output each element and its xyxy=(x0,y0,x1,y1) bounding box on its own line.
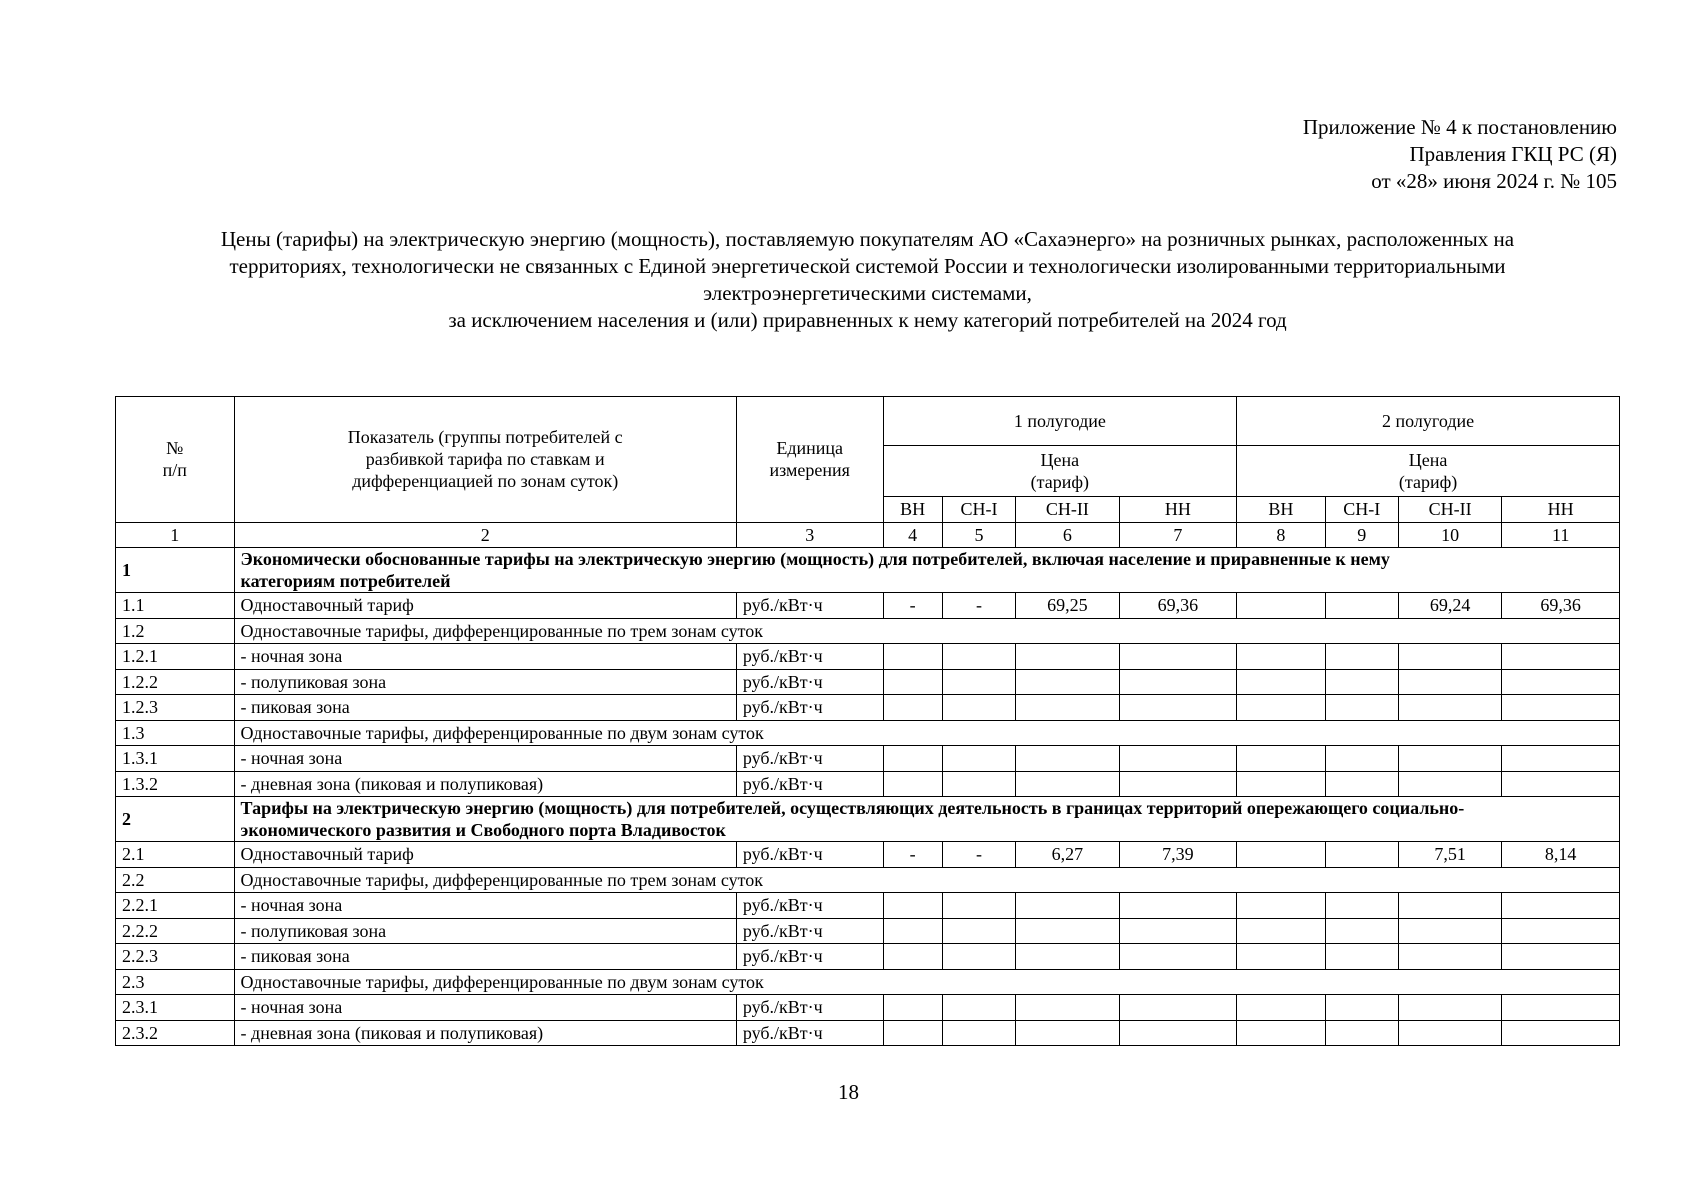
column-number: 10 xyxy=(1398,522,1501,548)
tariff-value xyxy=(1325,695,1398,721)
tariffs-table xyxy=(115,396,1620,1046)
table-row xyxy=(116,1020,1620,1046)
row-label: - дневная зона (пиковая и полупиковая) xyxy=(234,1020,736,1046)
tariff-value xyxy=(1398,918,1501,944)
tariff-value xyxy=(942,746,1015,772)
row-unit: руб./кВт·ч xyxy=(736,593,883,619)
tariff-value xyxy=(1325,771,1398,797)
tariff-value xyxy=(1502,695,1620,721)
tariff-value xyxy=(942,995,1015,1021)
document-title xyxy=(105,226,1630,334)
tariff-value xyxy=(1398,1020,1501,1046)
tariff-value xyxy=(1016,1020,1119,1046)
tariff-value xyxy=(1325,893,1398,919)
header-price-half1 xyxy=(883,446,1237,497)
tariff-value xyxy=(1119,695,1237,721)
table-row xyxy=(116,893,1620,919)
page-number: 18 xyxy=(838,1080,859,1104)
tariff-value xyxy=(1237,695,1325,721)
tariff-value xyxy=(883,746,942,772)
tariff-value xyxy=(1398,695,1501,721)
row-unit: руб./кВт·ч xyxy=(736,746,883,772)
tariff-value xyxy=(1119,893,1237,919)
row-unit: руб./кВт·ч xyxy=(736,1020,883,1046)
tariff-value xyxy=(942,695,1015,721)
table-row xyxy=(116,618,1620,644)
header-price-label: (тариф) xyxy=(1398,472,1458,492)
section-title xyxy=(234,797,1619,842)
tariff-value xyxy=(1237,944,1325,970)
tariff-value xyxy=(1016,918,1119,944)
tariff-value xyxy=(1119,771,1237,797)
tariff-value xyxy=(1325,842,1398,868)
tariff-value xyxy=(1398,746,1501,772)
tariff-value xyxy=(1119,944,1237,970)
title-line: электроэнергетическими системами, xyxy=(703,281,1032,305)
column-number: 6 xyxy=(1016,522,1119,548)
tariff-value xyxy=(1325,669,1398,695)
tariff-value xyxy=(942,893,1015,919)
row-unit: руб./кВт·ч xyxy=(736,918,883,944)
appendix-line: от «28» июня 2024 г. № 105 xyxy=(1371,169,1617,193)
tariff-value: 7,51 xyxy=(1398,842,1501,868)
tariff-value xyxy=(1119,995,1237,1021)
tariff-value xyxy=(883,918,942,944)
table-row xyxy=(116,771,1620,797)
appendix-reference xyxy=(1303,114,1617,195)
section-title-line: Экономически обоснованные тарифы на электрическую энергию (мощность) для потребителей, включая население и приравненные к нему xyxy=(240,549,1390,569)
table-row xyxy=(116,746,1620,772)
header-indicator-cell xyxy=(234,397,736,523)
header-level: НН xyxy=(1119,497,1237,523)
header-number-label: № xyxy=(166,438,184,459)
header-half2: 2 полугодие xyxy=(1237,397,1620,446)
section-title-line: категориям потребителей xyxy=(240,571,451,591)
tariff-value xyxy=(1398,995,1501,1021)
tariff-value: 69,36 xyxy=(1502,593,1620,619)
table-row xyxy=(116,842,1620,868)
table-row xyxy=(116,944,1620,970)
table-row xyxy=(116,969,1620,995)
tariff-value xyxy=(942,669,1015,695)
column-number: 4 xyxy=(883,522,942,548)
tariff-value: 69,36 xyxy=(1119,593,1237,619)
tariff-value xyxy=(942,944,1015,970)
tariff-value xyxy=(1325,1020,1398,1046)
tariff-value: 69,24 xyxy=(1398,593,1501,619)
tariff-value xyxy=(1016,695,1119,721)
tariff-value xyxy=(1016,669,1119,695)
tariff-value xyxy=(1237,842,1325,868)
table-row xyxy=(116,995,1620,1021)
tariff-value xyxy=(1325,944,1398,970)
row-number: 1.2.3 xyxy=(116,695,235,721)
header-level: СН-II xyxy=(1016,497,1119,523)
row-unit: руб./кВт·ч xyxy=(736,771,883,797)
header-level: СН-II xyxy=(1398,497,1501,523)
tariff-value xyxy=(942,1020,1015,1046)
tariff-value xyxy=(1237,746,1325,772)
section-row xyxy=(116,797,1620,842)
row-unit: руб./кВт·ч xyxy=(736,944,883,970)
row-number: 2.2.2 xyxy=(116,918,235,944)
tariff-value xyxy=(1237,995,1325,1021)
tariff-value xyxy=(1237,771,1325,797)
section-title-line: Тарифы на электрическую энергию (мощность) для потребителей, осуществляющих деятельность в границах территорий опережающего социально- xyxy=(240,798,1465,818)
row-unit: руб./кВт·ч xyxy=(736,644,883,670)
tariff-value xyxy=(942,918,1015,944)
tariff-value xyxy=(1502,995,1620,1021)
table-row xyxy=(116,720,1620,746)
row-number: 1.3.1 xyxy=(116,746,235,772)
column-number: 2 xyxy=(234,522,736,548)
header-price-label: (тариф) xyxy=(1030,472,1090,492)
tariff-value xyxy=(1119,918,1237,944)
table-row xyxy=(116,593,1620,619)
tariff-value xyxy=(883,771,942,797)
tariff-value xyxy=(1237,893,1325,919)
tariff-value xyxy=(1325,746,1398,772)
tariff-value xyxy=(1502,1020,1620,1046)
row-number: 1.1 xyxy=(116,593,235,619)
tariff-value: 8,14 xyxy=(1502,842,1620,868)
section-number: 2 xyxy=(116,797,235,842)
column-number: 11 xyxy=(1502,522,1620,548)
table-row xyxy=(116,644,1620,670)
tariff-value xyxy=(1502,893,1620,919)
row-label: - дневная зона (пиковая и полупиковая) xyxy=(234,771,736,797)
title-line: за исключением населения и (или) приравненных к нему категорий потребителей на 2024 год xyxy=(448,308,1287,332)
header-level: ВН xyxy=(1237,497,1325,523)
tariff-value xyxy=(1502,669,1620,695)
row-number: 2.3.1 xyxy=(116,995,235,1021)
tariff-value: - xyxy=(883,593,942,619)
section-title-line: экономического развития и Свободного порта Владивосток xyxy=(240,820,726,840)
tariff-value: - xyxy=(942,593,1015,619)
tariff-value xyxy=(1325,995,1398,1021)
tariff-value xyxy=(1016,893,1119,919)
row-label: Одноставочные тарифы, дифференцированные по трем зонам суток xyxy=(234,867,1619,893)
header-number-cell xyxy=(116,397,235,523)
header-level: ВН xyxy=(883,497,942,523)
tariff-value xyxy=(883,944,942,970)
tariff-value xyxy=(1237,644,1325,670)
tariff-value xyxy=(1398,771,1501,797)
header-price-label: Цена xyxy=(1408,450,1448,470)
row-label: - ночная зона xyxy=(234,746,736,772)
header-half1: 1 полугодие xyxy=(883,397,1237,446)
row-number: 2.3.2 xyxy=(116,1020,235,1046)
row-label: Одноставочный тариф xyxy=(234,593,736,619)
table-row xyxy=(116,918,1620,944)
row-number: 1.2.1 xyxy=(116,644,235,670)
table-row xyxy=(116,669,1620,695)
tariff-value xyxy=(1016,771,1119,797)
header-unit-label: Единица xyxy=(776,438,844,459)
header-row-halves xyxy=(116,397,1620,446)
tariff-value: - xyxy=(942,842,1015,868)
tariff-value xyxy=(883,695,942,721)
tariff-value xyxy=(883,1020,942,1046)
column-number: 9 xyxy=(1325,522,1398,548)
row-number: 2.2 xyxy=(116,867,235,893)
tariff-value xyxy=(942,771,1015,797)
tariff-value xyxy=(942,644,1015,670)
row-unit: руб./кВт·ч xyxy=(736,995,883,1021)
row-unit: руб./кВт·ч xyxy=(736,842,883,868)
column-number: 5 xyxy=(942,522,1015,548)
row-label: Одноставочные тарифы, дифференцированные по двум зонам суток xyxy=(234,969,1619,995)
tariff-value xyxy=(1502,918,1620,944)
row-number: 2.3 xyxy=(116,969,235,995)
tariff-value xyxy=(1502,944,1620,970)
tariff-value xyxy=(883,893,942,919)
tariff-value xyxy=(883,995,942,1021)
header-price-label: Цена xyxy=(1040,450,1080,470)
table-row xyxy=(116,695,1620,721)
header-indicator-label: дифференциацией по зонам суток) xyxy=(352,471,619,492)
row-number: 1.2 xyxy=(116,618,235,644)
tariff-value xyxy=(1016,944,1119,970)
tariff-value xyxy=(1119,746,1237,772)
row-label: - пиковая зона xyxy=(234,695,736,721)
tariff-value xyxy=(1119,644,1237,670)
row-label: - ночная зона xyxy=(234,893,736,919)
row-number: 2.2.1 xyxy=(116,893,235,919)
header-unit-label: измерения xyxy=(769,460,850,481)
tariff-value xyxy=(1237,918,1325,944)
row-label: - пиковая зона xyxy=(234,944,736,970)
tariff-value xyxy=(1398,893,1501,919)
column-number: 3 xyxy=(736,522,883,548)
row-unit: руб./кВт·ч xyxy=(736,893,883,919)
tariff-value xyxy=(1237,1020,1325,1046)
title-line: Цены (тарифы) на электрическую энергию (мощность), поставляемую покупателям АО «Сахаэнерго» на розничных рынках, расположенных на xyxy=(220,227,1515,251)
tariff-value xyxy=(1398,644,1501,670)
section-title xyxy=(234,548,1619,593)
row-label: - ночная зона xyxy=(234,644,736,670)
column-number: 8 xyxy=(1237,522,1325,548)
tariff-value: 7,39 xyxy=(1119,842,1237,868)
tariff-value: - xyxy=(883,842,942,868)
tariff-value xyxy=(1325,918,1398,944)
tariff-value xyxy=(1398,669,1501,695)
tariff-value xyxy=(1502,644,1620,670)
tariff-value xyxy=(1119,1020,1237,1046)
tariff-value: 6,27 xyxy=(1016,842,1119,868)
header-level: СН-I xyxy=(942,497,1015,523)
row-number: 1.3.2 xyxy=(116,771,235,797)
column-number: 7 xyxy=(1119,522,1237,548)
tariff-value: 69,25 xyxy=(1016,593,1119,619)
tariff-value xyxy=(1016,995,1119,1021)
row-label: Одноставочные тарифы, дифференцированные по трем зонам суток xyxy=(234,618,1619,644)
tariff-value xyxy=(1016,644,1119,670)
tariff-value xyxy=(883,644,942,670)
appendix-line: Правления ГКЦ РС (Я) xyxy=(1409,142,1617,166)
tariff-value xyxy=(1237,593,1325,619)
header-indicator-label: разбивкой тарифа по ставкам и xyxy=(365,449,605,470)
row-label: - полупиковая зона xyxy=(234,918,736,944)
tariff-value xyxy=(1237,669,1325,695)
appendix-line: Приложение № 4 к постановлению xyxy=(1302,115,1617,139)
header-unit-cell xyxy=(736,397,883,523)
section-row xyxy=(116,548,1620,593)
row-label: Одноставочный тариф xyxy=(234,842,736,868)
tariff-value xyxy=(883,669,942,695)
row-label: - ночная зона xyxy=(234,995,736,1021)
tariff-value xyxy=(1502,746,1620,772)
header-level: НН xyxy=(1502,497,1620,523)
table-row xyxy=(116,867,1620,893)
tariff-value xyxy=(1119,669,1237,695)
row-number: 1.2.2 xyxy=(116,669,235,695)
row-unit: руб./кВт·ч xyxy=(736,669,883,695)
tariff-value xyxy=(1398,944,1501,970)
header-number-label: п/п xyxy=(162,460,187,481)
header-price-half2 xyxy=(1237,446,1620,497)
header-level: СН-I xyxy=(1325,497,1398,523)
title-line: территориях, технологически не связанных с Единой энергетической системой России и технологически изолированными территориальными xyxy=(229,254,1506,278)
row-label: Одноставочные тарифы, дифференцированные по двум зонам суток xyxy=(234,720,1619,746)
row-number: 2.1 xyxy=(116,842,235,868)
row-unit: руб./кВт·ч xyxy=(736,695,883,721)
tariff-value xyxy=(1502,771,1620,797)
row-number: 2.2.3 xyxy=(116,944,235,970)
tariff-value xyxy=(1016,746,1119,772)
row-number: 1.3 xyxy=(116,720,235,746)
header-row-column-numbers xyxy=(116,522,1620,548)
tariff-value xyxy=(1325,593,1398,619)
tariff-value xyxy=(1325,644,1398,670)
column-number: 1 xyxy=(116,522,235,548)
header-indicator-label: Показатель (группы потребителей с xyxy=(347,427,623,448)
section-number: 1 xyxy=(116,548,235,593)
row-label: - полупиковая зона xyxy=(234,669,736,695)
